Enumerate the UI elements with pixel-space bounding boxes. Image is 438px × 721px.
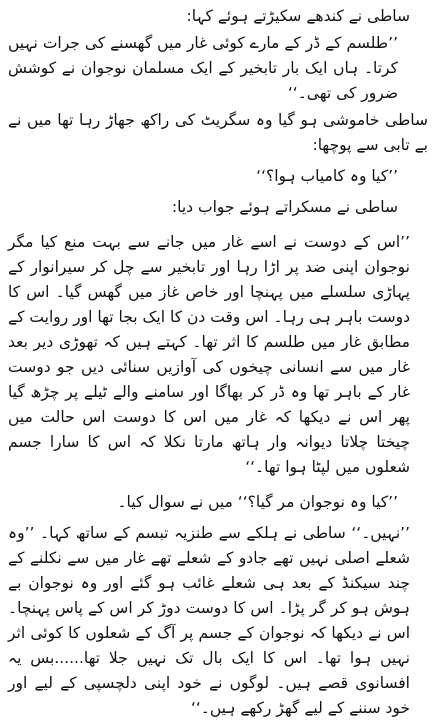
paragraph-8: ’’نہیں۔‘‘ ساطی نے ہلکے سے طنزیہ تبسم کے ساتھ کہا۔ ’’وہ شعلے اصلی نہیں تھے جادو کے شعلے تھے غار میں سے نکلنے کے چند سیکنڈ کے بعد ہی شعلے غائب ہو گئے اور وہ نوجوان بے ہوش ہو کر گر پڑا۔ اس کا دوست دوڑ کر اس کے پاس پہنچا۔ اس نے دیکھا کہ نوجوان کے جسم پر آگ کے شعلوں کا کوئی اثر نہیں ہوا تھا۔ اس کا ایک بال تک نہیں جلا تھا......بس یہ افسانوی قصے ہیں۔ لوگوں نے خود اپنی دلچسپی کے لیے اور خود سننے کے لیے گھڑ رکھے ہیں۔‘‘ [8,524,410,717]
paragraph-1: ساطی نے کندھے سکیڑتے ہوئے کہا: [186,7,410,25]
paragraph-4: ’’کیا وہ کامیاب ہوا؟‘‘ [256,167,398,185]
paragraph-2: ’’طلسم کے ڈر کے مارے کوئی غار میں گھسنے کی جرات نہیں کرتا۔ ہاں ایک بار تابخیر کے ایک مسلمان نوجوان نے کوشش ضرور کی تھی۔‘‘ [8,34,398,102]
paragraph-5: ساطی نے مسکراتے ہوئے جواب دیا: [171,198,398,216]
paragraph-3: ساطی خاموشی ہو گیا وہ سگریٹ کی راکھ جھاڑ رہا تھا میں نے بے تابی سے پوچھا: [8,111,428,154]
paragraph-7: ’’کیا وہ نوجوان مر گیا؟‘‘ میں نے سوال کیا۔ [117,493,398,511]
paragraph-6: ’’اس کے دوست نے اسے غار میں جانے سے بہت منع کیا مگر نوجوان اپنی ضد پر اڑا رہا اور تابخیر سے چل کر سیرانوار کے پہاڑی سلسلے میں پہنچا اور خاص غاز میں گھس گیا۔ اس کا دوست باہر ہی رہا۔ اس وقت دن کا ایک بجا تھا اور روایت کے مطابق غار میں طلسم کا اثر تھا۔ کہتے ہیں کہ تھوڑی دیر بعد غار میں سے انسانی چیخوں کی آوازیں سنائی دیں جو دوست غار کے باہر تھا وہ ڈر کر بھاگا اور سامنے والے ٹیلے پر چڑھ گیا پھر اس نے دیکھا کہ غار میں اس کا دوست اس حالت میں چیختا چلاتا دیوانہ وار ہاتھ مارتا نکلا کہ اس کا سارا جسم شعلوں میں لپٹا ہوا تھا۔‘‘ [8,233,410,476]
